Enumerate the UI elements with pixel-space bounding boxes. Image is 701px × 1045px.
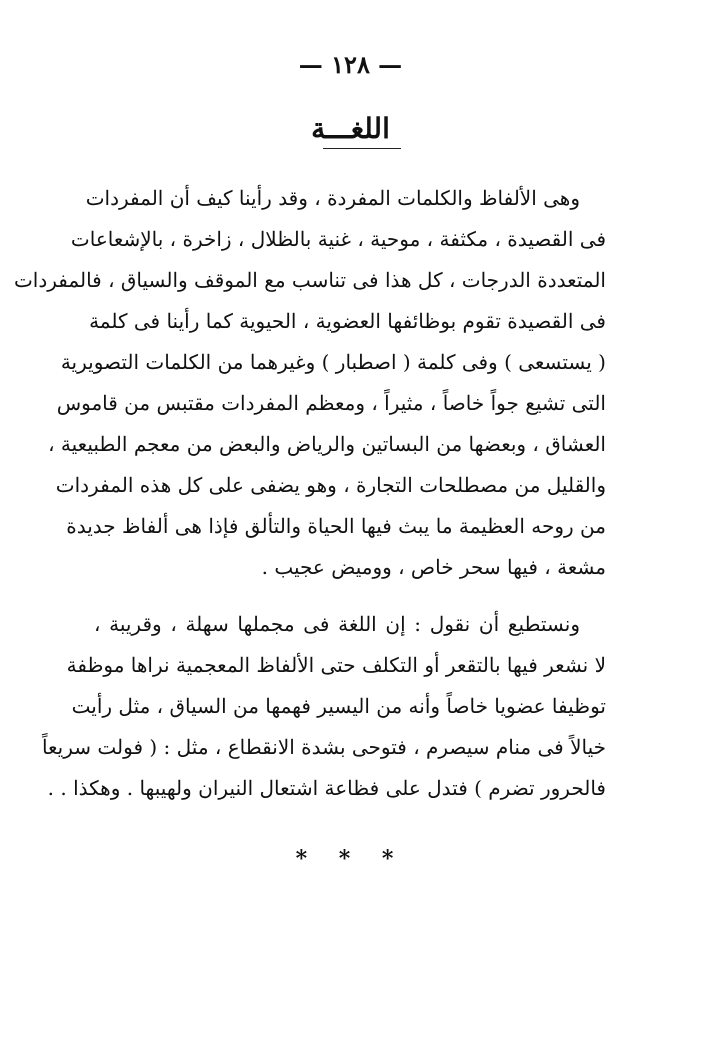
section-heading: اللغـــة	[311, 112, 390, 145]
text-line: خيالاً فى منام سيصرم ، فتوحى بشدة الانقطاع ، مثل : ( فولت سريعاً	[41, 735, 606, 759]
text-line: مشعة ، فيها سحر خاص ، ووميض عجيب .	[261, 555, 606, 579]
text-line: فى القصيدة تقوم بوظائفها العضوية ، الحيوية كما رأينا فى كلمة	[89, 309, 606, 333]
paragraph-2	[41, 604, 606, 809]
text-line: وهى الألفاظ والكلمات المفردة ، وقد رأينا كيف أن المفردات	[85, 186, 580, 210]
text-line: العشاق ، وبعضها من البساتين والرياض والبعض من معجم الطبيعية ،	[48, 432, 606, 456]
page-number: — ١٢٨ —	[298, 50, 403, 79]
paragraph-1	[13, 178, 606, 588]
text-line: توظيفا عضويا خاصاً وأنه من اليسير فهمها من السياق ، مثل رأيت	[71, 694, 606, 718]
text-line: من روحه العظيمة ما يبث فيها الحياة والتألق فإذا هى ألفاظ جديدة	[66, 514, 606, 538]
text-line: فالحرور تضرم ) فتدل على فظاعة اشتعال النيران ولهيبها . وهكذا . .	[47, 776, 606, 800]
text-line: والقليل من مصطلحات التجارة ، وهو يضفى على كل هذه المفردات	[55, 473, 606, 497]
text-line: المتعددة الدرجات ، كل هذا فى تناسب مع الموقف والسياق ، فالمفردات	[13, 268, 606, 292]
text-line: لا نشعر فيها بالتقعر أو التكلف حتى الألفاظ المعجمية نراها موظفة	[66, 653, 606, 677]
text-line: ونستطيع أن نقول : إن اللغة فى مجملها سهلة ، وقريبة ،	[94, 612, 580, 636]
text-line: التى تشيع جواً خاصاً ، مثيراً ، ومعظم المفردات مقتبس من قاموس	[56, 391, 606, 415]
heading-underline	[323, 148, 401, 149]
text-line: ( يستسعى ) وفى كلمة ( اصطبار ) وغيرهما من الكلمات التصويرية	[60, 350, 606, 374]
section-separator: * * *	[295, 846, 406, 872]
text-line: فى القصيدة ، مكثفة ، موحية ، غنية بالظلال ، زاخرة ، بالإشعاعات	[70, 227, 606, 251]
